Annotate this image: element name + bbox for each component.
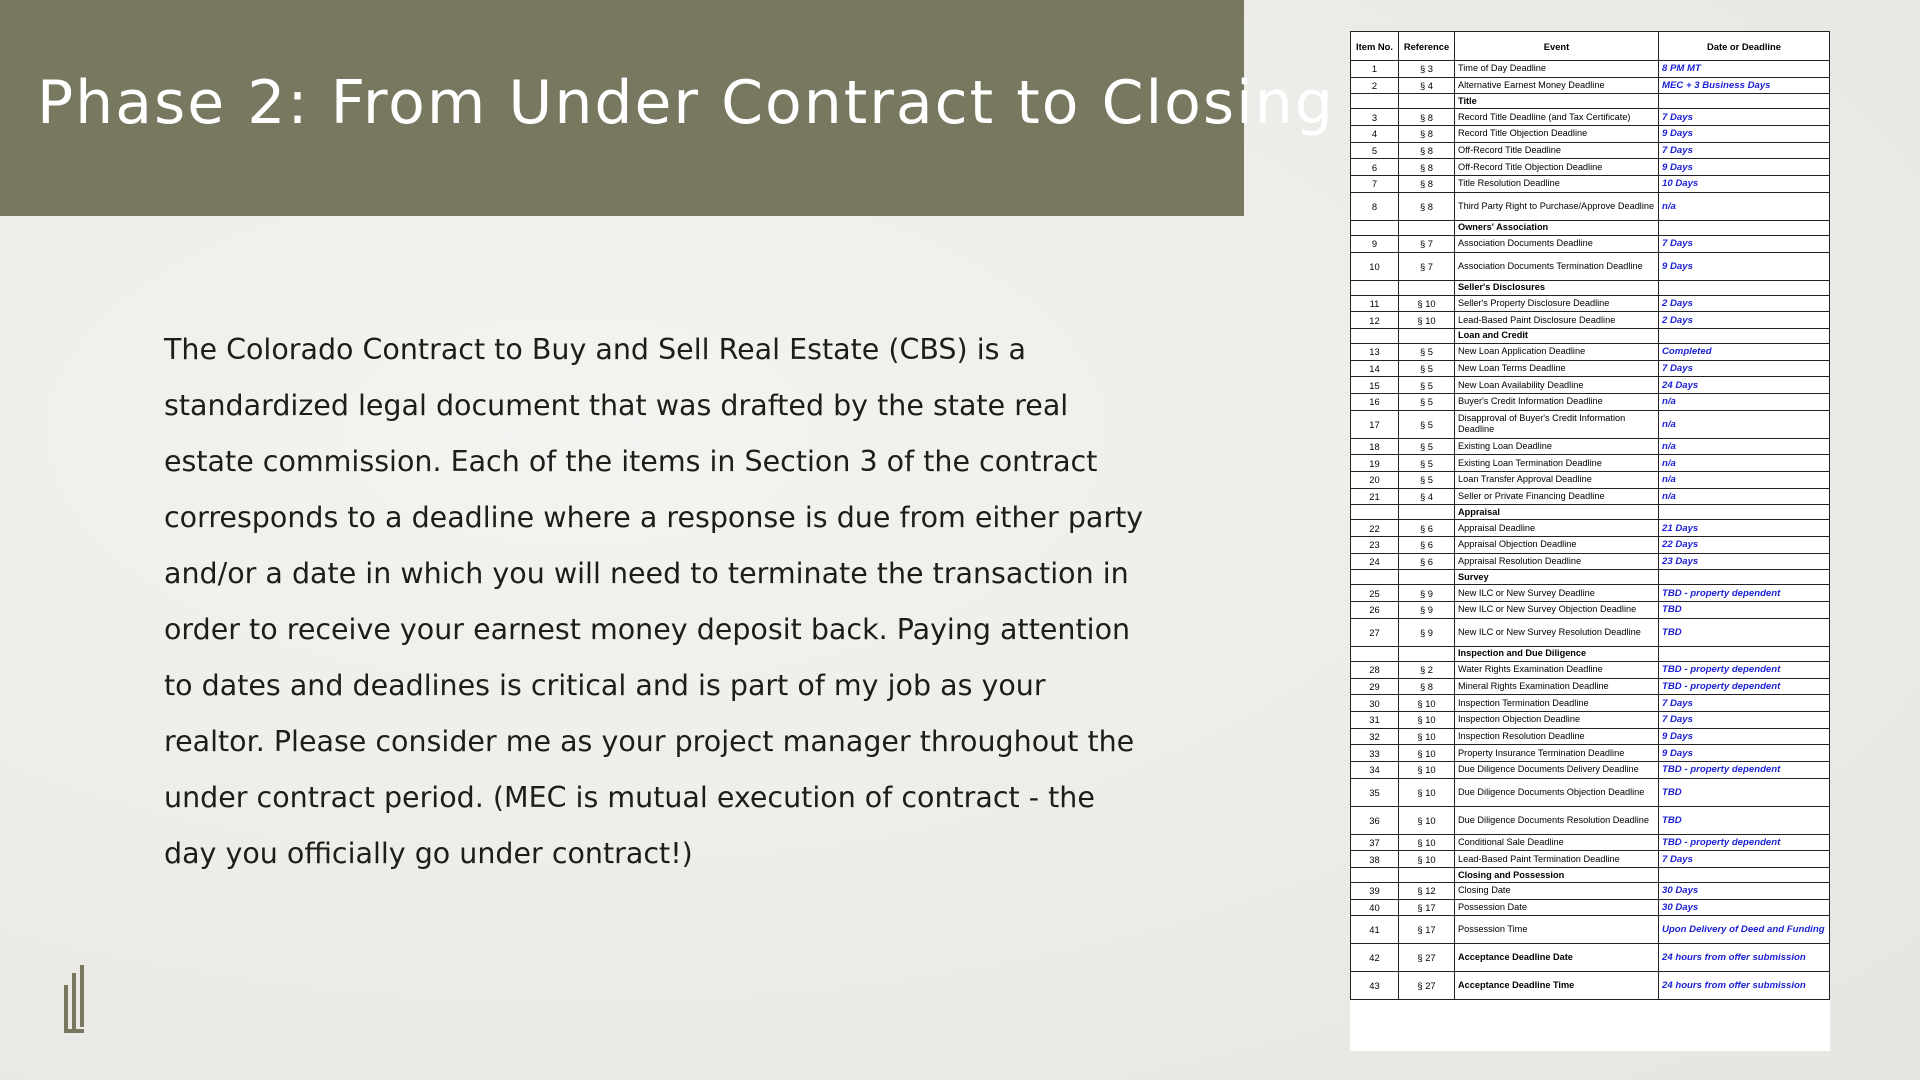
item-number: 38 bbox=[1351, 851, 1399, 868]
event-cell: New Loan Availability Deadline bbox=[1455, 377, 1659, 394]
event-cell: Conditional Sale Deadline bbox=[1455, 834, 1659, 851]
table-row bbox=[1351, 109, 1830, 126]
table-row bbox=[1351, 851, 1830, 868]
deadline-cell: 7 Days bbox=[1659, 711, 1830, 728]
deadline-cell: n/a bbox=[1659, 438, 1830, 455]
event-cell: Property Insurance Termination Deadline bbox=[1455, 745, 1659, 762]
item-number: 19 bbox=[1351, 455, 1399, 472]
empty-cell bbox=[1659, 280, 1830, 295]
reference-cell: § 9 bbox=[1399, 602, 1455, 619]
table-row bbox=[1351, 661, 1830, 678]
deadline-cell: Upon Delivery of Deed and Funding bbox=[1659, 916, 1830, 944]
deadline-cell: 30 Days bbox=[1659, 899, 1830, 916]
event-cell: Water Rights Examination Deadline bbox=[1455, 661, 1659, 678]
table-row bbox=[1351, 410, 1830, 438]
reference-cell: § 8 bbox=[1399, 126, 1455, 143]
event-cell: Acceptance Deadline Time bbox=[1455, 972, 1659, 1000]
reference-cell: § 10 bbox=[1399, 745, 1455, 762]
table-row bbox=[1351, 778, 1830, 806]
event-cell: New Loan Application Deadline bbox=[1455, 343, 1659, 360]
empty-cell bbox=[1351, 646, 1399, 661]
item-number: 37 bbox=[1351, 834, 1399, 851]
item-number: 43 bbox=[1351, 972, 1399, 1000]
table-row bbox=[1351, 944, 1830, 972]
reference-cell: § 7 bbox=[1399, 235, 1455, 252]
deadline-cell: 9 Days bbox=[1659, 252, 1830, 280]
section-label: Seller's Disclosures bbox=[1455, 280, 1659, 295]
table-row bbox=[1351, 761, 1830, 778]
event-cell: Appraisal Objection Deadline bbox=[1455, 537, 1659, 554]
table-row bbox=[1351, 585, 1830, 602]
table-row bbox=[1351, 61, 1830, 78]
table-row bbox=[1351, 343, 1830, 360]
table-row bbox=[1351, 678, 1830, 695]
table-row bbox=[1351, 916, 1830, 944]
reference-cell: § 7 bbox=[1399, 252, 1455, 280]
reference-cell: § 10 bbox=[1399, 761, 1455, 778]
event-cell: Record Title Deadline (and Tax Certificate) bbox=[1455, 109, 1659, 126]
deadline-cell: TBD bbox=[1659, 806, 1830, 834]
table-row bbox=[1351, 377, 1830, 394]
item-number: 23 bbox=[1351, 537, 1399, 554]
deadline-cell: n/a bbox=[1659, 488, 1830, 505]
table-row bbox=[1351, 360, 1830, 377]
reference-cell: § 8 bbox=[1399, 159, 1455, 176]
deadline-cell: 24 hours from offer submission bbox=[1659, 944, 1830, 972]
event-cell: Due Diligence Documents Objection Deadline bbox=[1455, 778, 1659, 806]
deadline-cell: 24 Days bbox=[1659, 377, 1830, 394]
item-number: 31 bbox=[1351, 711, 1399, 728]
empty-cell bbox=[1659, 94, 1830, 109]
reference-cell: § 8 bbox=[1399, 109, 1455, 126]
table-row bbox=[1351, 728, 1830, 745]
event-cell: New ILC or New Survey Objection Deadline bbox=[1455, 602, 1659, 619]
item-number: 10 bbox=[1351, 252, 1399, 280]
deadline-cell: TBD - property dependent bbox=[1659, 678, 1830, 695]
event-cell: New Loan Terms Deadline bbox=[1455, 360, 1659, 377]
title-band bbox=[0, 0, 1335, 216]
reference-cell: § 6 bbox=[1399, 537, 1455, 554]
item-number: 20 bbox=[1351, 472, 1399, 489]
deadline-cell: 2 Days bbox=[1659, 295, 1830, 312]
deadline-cell: TBD bbox=[1659, 618, 1830, 646]
table-row bbox=[1351, 192, 1830, 220]
item-number: 22 bbox=[1351, 520, 1399, 537]
event-cell: Possession Date bbox=[1455, 899, 1659, 916]
deadline-cell: 9 Days bbox=[1659, 745, 1830, 762]
reference-cell: § 27 bbox=[1399, 972, 1455, 1000]
event-cell: Title Resolution Deadline bbox=[1455, 176, 1659, 193]
reference-cell: § 10 bbox=[1399, 806, 1455, 834]
reference-cell: § 4 bbox=[1399, 77, 1455, 94]
empty-cell bbox=[1399, 570, 1455, 585]
item-number: 3 bbox=[1351, 109, 1399, 126]
empty-cell bbox=[1399, 280, 1455, 295]
item-number: 27 bbox=[1351, 618, 1399, 646]
item-number: 8 bbox=[1351, 192, 1399, 220]
table-row bbox=[1351, 806, 1830, 834]
event-cell: Lead-Based Paint Termination Deadline bbox=[1455, 851, 1659, 868]
table-row bbox=[1351, 77, 1830, 94]
reference-cell: § 5 bbox=[1399, 393, 1455, 410]
event-cell: Alternative Earnest Money Deadline bbox=[1455, 77, 1659, 94]
reference-cell: § 10 bbox=[1399, 834, 1455, 851]
deadline-cell: n/a bbox=[1659, 472, 1830, 489]
reference-cell: § 8 bbox=[1399, 176, 1455, 193]
deadline-cell: 30 Days bbox=[1659, 883, 1830, 900]
event-cell: Existing Loan Deadline bbox=[1455, 438, 1659, 455]
event-cell: Seller or Private Financing Deadline bbox=[1455, 488, 1659, 505]
item-number: 42 bbox=[1351, 944, 1399, 972]
reference-cell: § 3 bbox=[1399, 61, 1455, 78]
table-row bbox=[1351, 455, 1830, 472]
brand-logo-icon bbox=[62, 965, 94, 1035]
event-cell: Off-Record Title Objection Deadline bbox=[1455, 159, 1659, 176]
reference-cell: § 5 bbox=[1399, 343, 1455, 360]
empty-cell bbox=[1399, 220, 1455, 235]
reference-cell: § 10 bbox=[1399, 711, 1455, 728]
table-row bbox=[1351, 176, 1830, 193]
reference-cell: § 5 bbox=[1399, 438, 1455, 455]
reference-cell: § 10 bbox=[1399, 778, 1455, 806]
empty-cell bbox=[1399, 646, 1455, 661]
event-cell: Due Diligence Documents Delivery Deadline bbox=[1455, 761, 1659, 778]
section-label: Inspection and Due Diligence bbox=[1455, 646, 1659, 661]
item-number: 32 bbox=[1351, 728, 1399, 745]
table-section-row bbox=[1351, 570, 1830, 585]
deadline-cell: 7 Days bbox=[1659, 851, 1830, 868]
reference-cell: § 12 bbox=[1399, 883, 1455, 900]
event-cell: Inspection Objection Deadline bbox=[1455, 711, 1659, 728]
table-row bbox=[1351, 745, 1830, 762]
reference-cell: § 6 bbox=[1399, 553, 1455, 570]
item-number: 5 bbox=[1351, 142, 1399, 159]
item-number: 14 bbox=[1351, 360, 1399, 377]
event-cell: Third Party Right to Purchase/Approve Deadline bbox=[1455, 192, 1659, 220]
header-event: Event bbox=[1455, 32, 1659, 61]
event-cell: Mineral Rights Examination Deadline bbox=[1455, 678, 1659, 695]
deadline-cell: 9 Days bbox=[1659, 126, 1830, 143]
empty-cell bbox=[1351, 868, 1399, 883]
reference-cell: § 5 bbox=[1399, 472, 1455, 489]
reference-cell: § 10 bbox=[1399, 695, 1455, 712]
section-label: Survey bbox=[1455, 570, 1659, 585]
table-section-row bbox=[1351, 505, 1830, 520]
table-row bbox=[1351, 537, 1830, 554]
empty-cell bbox=[1659, 570, 1830, 585]
event-cell: Existing Loan Termination Deadline bbox=[1455, 455, 1659, 472]
table-row bbox=[1351, 553, 1830, 570]
table-row bbox=[1351, 438, 1830, 455]
deadline-cell: 22 Days bbox=[1659, 537, 1830, 554]
reference-cell: § 10 bbox=[1399, 312, 1455, 329]
deadline-cell: 8 PM MT bbox=[1659, 61, 1830, 78]
empty-cell bbox=[1399, 868, 1455, 883]
item-number: 17 bbox=[1351, 410, 1399, 438]
table-row bbox=[1351, 834, 1830, 851]
reference-cell: § 2 bbox=[1399, 661, 1455, 678]
item-number: 11 bbox=[1351, 295, 1399, 312]
item-number: 30 bbox=[1351, 695, 1399, 712]
table-row bbox=[1351, 488, 1830, 505]
table-header-row bbox=[1351, 32, 1830, 61]
item-number: 29 bbox=[1351, 678, 1399, 695]
reference-cell: § 17 bbox=[1399, 916, 1455, 944]
empty-cell bbox=[1399, 505, 1455, 520]
section-label: Title bbox=[1455, 94, 1659, 109]
table-row bbox=[1351, 695, 1830, 712]
deadline-cell: n/a bbox=[1659, 192, 1830, 220]
table-row bbox=[1351, 883, 1830, 900]
section-label: Owners' Association bbox=[1455, 220, 1659, 235]
event-cell: Seller's Property Disclosure Deadline bbox=[1455, 295, 1659, 312]
item-number: 15 bbox=[1351, 377, 1399, 394]
item-number: 28 bbox=[1351, 661, 1399, 678]
header-date: Date or Deadline bbox=[1659, 32, 1830, 61]
item-number: 40 bbox=[1351, 899, 1399, 916]
event-cell: Due Diligence Documents Resolution Deadline bbox=[1455, 806, 1659, 834]
deadline-cell: TBD - property dependent bbox=[1659, 585, 1830, 602]
item-number: 34 bbox=[1351, 761, 1399, 778]
reference-cell: § 8 bbox=[1399, 678, 1455, 695]
table-row bbox=[1351, 472, 1830, 489]
item-number: 13 bbox=[1351, 343, 1399, 360]
deadline-cell: n/a bbox=[1659, 410, 1830, 438]
deadline-cell: 9 Days bbox=[1659, 159, 1830, 176]
table-row bbox=[1351, 711, 1830, 728]
slide-body-text: The Colorado Contract to Buy and Sell Real Estate (CBS) is a standardized legal document that was drafted by the state real estate commission. Each of the items in Section 3 of the contract corresponds to a deadline where a response is due from either party and/or a date in which you will need to terminate the transaction in order to receive your earnest money deposit back. Paying attention to dates and deadlines is critical and is part of my job as your realtor. Please consider me as your project manager throughout the under contract period. (MEC is mutual execution of contract - the day you officially go under contract!) bbox=[164, 333, 1144, 870]
item-number: 2 bbox=[1351, 77, 1399, 94]
event-cell: Association Documents Deadline bbox=[1455, 235, 1659, 252]
empty-cell bbox=[1659, 868, 1830, 883]
item-number: 4 bbox=[1351, 126, 1399, 143]
deadline-cell: n/a bbox=[1659, 393, 1830, 410]
reference-cell: § 4 bbox=[1399, 488, 1455, 505]
table-row bbox=[1351, 142, 1830, 159]
deadline-cell: Completed bbox=[1659, 343, 1830, 360]
event-cell: Disapproval of Buyer's Credit Information Deadline bbox=[1455, 410, 1659, 438]
event-cell: Acceptance Deadline Date bbox=[1455, 944, 1659, 972]
reference-cell: § 5 bbox=[1399, 410, 1455, 438]
event-cell: Closing Date bbox=[1455, 883, 1659, 900]
table-section-row bbox=[1351, 646, 1830, 661]
deadline-cell: TBD - property dependent bbox=[1659, 834, 1830, 851]
event-cell: Time of Day Deadline bbox=[1455, 61, 1659, 78]
table-row bbox=[1351, 235, 1830, 252]
deadline-cell: n/a bbox=[1659, 455, 1830, 472]
table-row bbox=[1351, 126, 1830, 143]
item-number: 12 bbox=[1351, 312, 1399, 329]
item-number: 26 bbox=[1351, 602, 1399, 619]
item-number: 36 bbox=[1351, 806, 1399, 834]
empty-cell bbox=[1351, 328, 1399, 343]
table-row bbox=[1351, 602, 1830, 619]
table-row bbox=[1351, 520, 1830, 537]
table-row bbox=[1351, 252, 1830, 280]
deadline-cell: MEC + 3 Business Days bbox=[1659, 77, 1830, 94]
reference-cell: § 17 bbox=[1399, 899, 1455, 916]
reference-cell: § 10 bbox=[1399, 728, 1455, 745]
empty-cell bbox=[1399, 328, 1455, 343]
item-number: 24 bbox=[1351, 553, 1399, 570]
deadline-cell: TBD bbox=[1659, 778, 1830, 806]
table-row bbox=[1351, 972, 1830, 1000]
empty-cell bbox=[1351, 220, 1399, 235]
item-number: 39 bbox=[1351, 883, 1399, 900]
deadlines-table-image bbox=[1350, 31, 1830, 1051]
event-cell: Loan Transfer Approval Deadline bbox=[1455, 472, 1659, 489]
deadline-cell: 2 Days bbox=[1659, 312, 1830, 329]
deadline-cell: 10 Days bbox=[1659, 176, 1830, 193]
deadlines-table bbox=[1350, 31, 1830, 1000]
item-number: 1 bbox=[1351, 61, 1399, 78]
item-number: 6 bbox=[1351, 159, 1399, 176]
slide-title: Phase 2: From Under Contract to Closing bbox=[37, 68, 1335, 138]
empty-cell bbox=[1351, 280, 1399, 295]
event-cell: Inspection Resolution Deadline bbox=[1455, 728, 1659, 745]
event-cell: Lead-Based Paint Disclosure Deadline bbox=[1455, 312, 1659, 329]
event-cell: New ILC or New Survey Resolution Deadline bbox=[1455, 618, 1659, 646]
reference-cell: § 8 bbox=[1399, 142, 1455, 159]
deadline-cell: 7 Days bbox=[1659, 109, 1830, 126]
item-number: 35 bbox=[1351, 778, 1399, 806]
empty-cell bbox=[1659, 328, 1830, 343]
reference-cell: § 5 bbox=[1399, 455, 1455, 472]
table-section-row bbox=[1351, 328, 1830, 343]
reference-cell: § 9 bbox=[1399, 585, 1455, 602]
table-row bbox=[1351, 312, 1830, 329]
deadline-cell: 23 Days bbox=[1659, 553, 1830, 570]
event-cell: New ILC or New Survey Deadline bbox=[1455, 585, 1659, 602]
table-section-row bbox=[1351, 220, 1830, 235]
deadline-cell: TBD - property dependent bbox=[1659, 761, 1830, 778]
event-cell: Record Title Objection Deadline bbox=[1455, 126, 1659, 143]
reference-cell: § 10 bbox=[1399, 295, 1455, 312]
event-cell: Buyer's Credit Information Deadline bbox=[1455, 393, 1659, 410]
table-row bbox=[1351, 295, 1830, 312]
deadline-cell: TBD - property dependent bbox=[1659, 661, 1830, 678]
deadline-cell: TBD bbox=[1659, 602, 1830, 619]
item-number: 7 bbox=[1351, 176, 1399, 193]
event-cell: Inspection Termination Deadline bbox=[1455, 695, 1659, 712]
event-cell: Off-Record Title Deadline bbox=[1455, 142, 1659, 159]
reference-cell: § 10 bbox=[1399, 851, 1455, 868]
empty-cell bbox=[1659, 505, 1830, 520]
reference-cell: § 8 bbox=[1399, 192, 1455, 220]
deadline-cell: 7 Days bbox=[1659, 695, 1830, 712]
table-row bbox=[1351, 393, 1830, 410]
header-reference: Reference bbox=[1399, 32, 1455, 61]
event-cell: Possession Time bbox=[1455, 916, 1659, 944]
deadline-cell: 21 Days bbox=[1659, 520, 1830, 537]
item-number: 18 bbox=[1351, 438, 1399, 455]
empty-cell bbox=[1351, 94, 1399, 109]
reference-cell: § 5 bbox=[1399, 377, 1455, 394]
reference-cell: § 9 bbox=[1399, 618, 1455, 646]
table-row bbox=[1351, 159, 1830, 176]
item-number: 41 bbox=[1351, 916, 1399, 944]
table-row bbox=[1351, 618, 1830, 646]
deadline-cell: 7 Days bbox=[1659, 360, 1830, 377]
item-number: 33 bbox=[1351, 745, 1399, 762]
event-cell: Appraisal Resolution Deadline bbox=[1455, 553, 1659, 570]
reference-cell: § 5 bbox=[1399, 360, 1455, 377]
item-number: 9 bbox=[1351, 235, 1399, 252]
event-cell: Appraisal Deadline bbox=[1455, 520, 1659, 537]
section-label: Closing and Possession bbox=[1455, 868, 1659, 883]
deadline-cell: 7 Days bbox=[1659, 142, 1830, 159]
deadline-cell: 7 Days bbox=[1659, 235, 1830, 252]
item-number: 25 bbox=[1351, 585, 1399, 602]
empty-cell bbox=[1351, 505, 1399, 520]
event-cell: Association Documents Termination Deadline bbox=[1455, 252, 1659, 280]
reference-cell: § 6 bbox=[1399, 520, 1455, 537]
deadline-cell: 24 hours from offer submission bbox=[1659, 972, 1830, 1000]
section-label: Loan and Credit bbox=[1455, 328, 1659, 343]
header-item-no: Item No. bbox=[1351, 32, 1399, 61]
empty-cell bbox=[1399, 94, 1455, 109]
item-number: 21 bbox=[1351, 488, 1399, 505]
table-section-row bbox=[1351, 868, 1830, 883]
table-section-row bbox=[1351, 94, 1830, 109]
section-label: Appraisal bbox=[1455, 505, 1659, 520]
reference-cell: § 27 bbox=[1399, 944, 1455, 972]
table-row bbox=[1351, 899, 1830, 916]
table-section-row bbox=[1351, 280, 1830, 295]
deadline-cell: 9 Days bbox=[1659, 728, 1830, 745]
item-number: 16 bbox=[1351, 393, 1399, 410]
empty-cell bbox=[1351, 570, 1399, 585]
empty-cell bbox=[1659, 646, 1830, 661]
empty-cell bbox=[1659, 220, 1830, 235]
